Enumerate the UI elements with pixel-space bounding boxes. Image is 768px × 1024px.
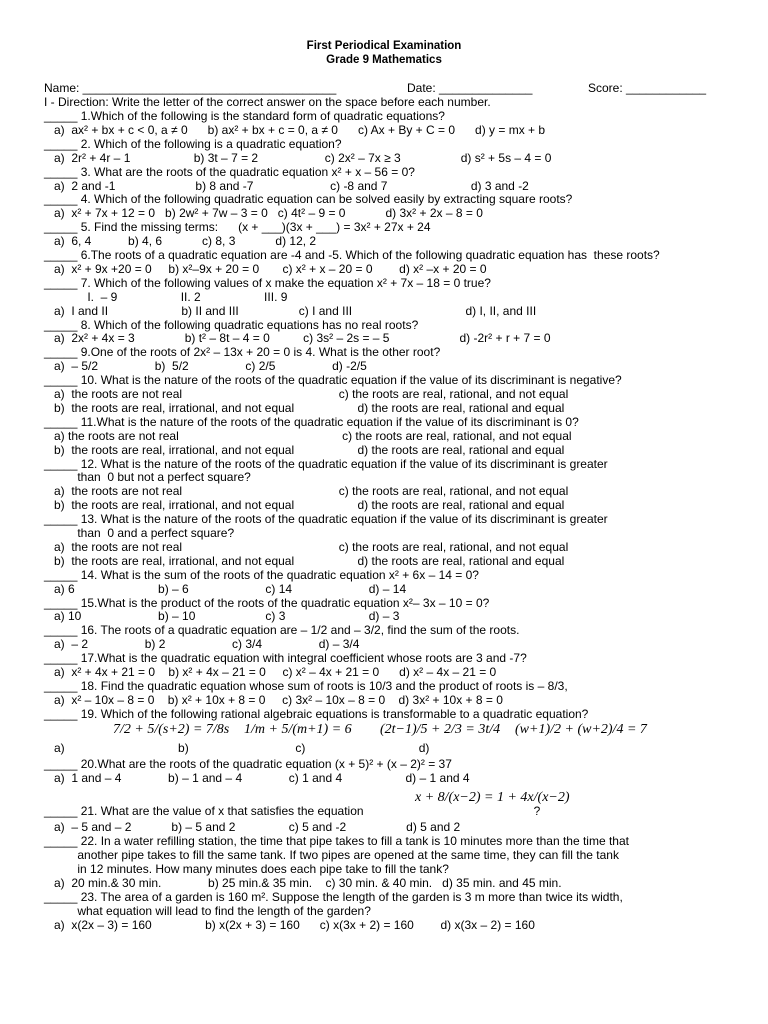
date-field: Date: ______________: [407, 81, 533, 95]
question-line: than 0 and a perfect square?: [44, 526, 235, 540]
question-line: _____ 13. What is the nature of the roots of the quadratic equation if the value of its discriminant is greater: [44, 512, 608, 527]
question-line: a) 1 and – 4 b) – 1 and – 4 c) 1 and 4 d) – 1 and 4: [44, 770, 470, 785]
formula-q19c: (2t−1)/5 + 2/3 = 3t/4: [380, 722, 501, 737]
exam-subtitle: Grade 9 Mathematics: [326, 54, 442, 66]
question-line: _____ 5. Find the missing terms: (x + ___)(3x + ___) = 3x² + 27x + 24: [44, 220, 431, 235]
question-line: another pipe takes to fill the same tank. If two pipes are opened at the same time, they can fill the tank: [44, 848, 619, 863]
question-line: a) b) c) d): [44, 740, 430, 755]
question-line: a) 2r² + 4r – 1 b) 3t – 7 = 2 c) 2x² – 7x ≥ 3 d) s² + 5s – 4 = 0: [44, 150, 552, 165]
question-line: _____ 7. Which of the following values of x make the equation x² + 7x – 18 = 0 true?: [44, 275, 491, 290]
question-line: than 0 but not a perfect square?: [44, 470, 251, 485]
question-line: a) the roots are not real c) the roots are real, rational, and not equal: [44, 387, 569, 401]
score-field: Score: ____________: [588, 81, 707, 95]
question-line: _____ 4. Which of the following quadratic equation can be solved easily by extracting square roots?: [44, 192, 573, 207]
formula-q19b: 1/m + 5/(m+1) = 6: [244, 722, 352, 737]
question-line: _____ 22. In a water refilling station, the time that pipe takes to fill a tank is 10 minutes more than the time that: [44, 834, 629, 849]
question-line: _____ 8. Which of the following quadratic equations has no real roots?: [44, 317, 419, 332]
direction-text: I - Direction: Write the letter of the correct answer on the space before each number.: [44, 95, 491, 109]
question-line: _____ 16. The roots of a quadratic equation are – 1/2 and – 3/2, find the sum of the roots.: [44, 623, 520, 638]
question-line: a) x² + 9x +20 = 0 b) x²–9x + 20 = 0 c) x² + x – 20 = 0 d) x² –x + 20 = 0: [44, 261, 487, 276]
formula-q21: x + 8/(x−2) = 1 + 4x/(x−2): [415, 790, 570, 805]
question-line: _____ 14. What is the sum of the roots of the quadratic equation x² + 6x – 14 = 0?: [44, 567, 479, 582]
question-line: _____ 12. What is the nature of the roots of the quadratic equation if the value of its discriminant is greater: [44, 456, 608, 471]
question-line: _____ 19. Which of the following rational algebraic equations is transformable to a quadratic equation?: [44, 706, 589, 721]
question-line: _____ 10. What is the nature of the roots of the quadratic equation if the value of its discriminant is negative?: [44, 373, 622, 388]
question-line: a) 2 and -1 b) 8 and -7 c) -8 and 7 d) 3 and -2: [44, 178, 529, 193]
question-line: b) the roots are real, irrational, and not equal d) the roots are real, rational and equal: [44, 442, 565, 457]
question-line: a) x² + 4x + 21 = 0 b) x² + 4x – 21 = 0 c) x² – 4x + 21 = 0 d) x² – 4x – 21 = 0: [44, 665, 497, 679]
question-line: a) x² – 10x – 8 = 0 b) x² + 10x + 8 = 0 c) 3x² – 10x – 8 = 0 d) 3x² + 10x + 8 = 0: [44, 692, 503, 707]
question-line: _____ 20.What are the roots of the quadratic equation (x + 5)² + (x – 2)² = 37: [44, 756, 452, 771]
question-line: _____ 15.What is the product of the roots of the quadratic equation x²– 3x – 10 = 0?: [44, 595, 490, 610]
exam-title: First Periodical Examination: [306, 40, 462, 52]
question-line: a) 10 b) – 10 c) 3 d) – 3: [44, 609, 400, 624]
question-line: b) the roots are real, irrational, and not equal d) the roots are real, rational and equal: [44, 498, 565, 513]
question-line: a) 20 min.& 30 min. b) 25 min.& 35 min. c) 30 min. & 40 min. d) 35 min. and 45 min.: [44, 876, 562, 890]
question-line: a) the roots are not real c) the roots are real, rational, and not equal: [44, 484, 569, 499]
question-line: I. – 9 II. 2 III. 9: [44, 289, 288, 304]
question-line: a) – 5 and – 2 b) – 5 and 2 c) 5 and -2 d) 5 and 2: [44, 820, 461, 835]
question-line: a) the roots are not real c) the roots are real, rational, and not equal: [44, 428, 572, 443]
question-line: what equation will lead to find the length of the garden?: [44, 903, 371, 918]
question-line: _____ 17.What is the quadratic equation with integral coefficient whose roots are 3 and -7?: [44, 651, 527, 666]
question-line: in 12 minutes. How many minutes does each pipe take to fill the tank?: [44, 862, 449, 877]
formula-q19d: (w+1)/2 + (w+2)/4 = 7: [515, 722, 647, 737]
question-line: _____ 2. Which of the following is a quadratic equation?: [44, 136, 342, 151]
question-line: _____ 3. What are the roots of the quadratic equation x² + x – 56 = 0?: [44, 164, 415, 179]
formula-q19a: 7/2 + 5/(s+2) = 7/8s: [113, 722, 230, 737]
question-line: a) – 2 b) 2 c) 3/4 d) – 3/4: [44, 637, 360, 652]
question-line: _____ 18. Find the quadratic equation whose sum of roots is 10/3 and the product of roots is – 8/3,: [44, 678, 568, 693]
question-line: _____ 9.One of the roots of 2x² – 13x + 20 = 0 is 4. What is the other root?: [44, 345, 441, 360]
question-line: _____ 23. The area of a garden is 160 m². Suppose the length of the garden is 3 m more than twice its width,: [44, 889, 623, 904]
question-line: a) 6, 4 b) 4, 6 c) 8, 3 d) 12, 2: [44, 234, 317, 249]
question-line: a) 2x² + 4x = 3 b) t² – 8t – 4 = 0 c) 3s² – 2s = – 5 d) -2r² + r + 7 = 0: [44, 331, 551, 346]
question-line: a) I and II b) II and III c) I and III d) I, II, and III: [44, 303, 537, 318]
question-line: _____ 6.The roots of a quadratic equation are -4 and -5. Which of the following quadratic equation has these roots?: [44, 248, 660, 262]
name-field: Name: ______________________________________: [44, 81, 337, 95]
question-line: _____ 21. What are the value of x that satisfies the equation ?: [44, 804, 541, 819]
question-line: a) 6 b) – 6 c) 14 d) – 14: [44, 581, 407, 596]
question-line: a) x² + 7x + 12 = 0 b) 2w² + 7w – 3 = 0 c) 4t² – 9 = 0 d) 3x² + 2x – 8 = 0: [44, 206, 483, 221]
question-line: _____ 1.Which of the following is the standard form of quadratic equations?: [44, 109, 445, 123]
question-line: _____ 11.What is the nature of the roots of the quadratic equation if the value of its discriminant is 0?: [44, 414, 579, 429]
question-line: b) the roots are real, irrational, and not equal d) the roots are real, rational and equal: [44, 400, 565, 415]
question-line: a) the roots are not real c) the roots are real, rational, and not equal: [44, 539, 569, 554]
question-line: a) – 5/2 b) 5/2 c) 2/5 d) -2/5: [44, 359, 367, 374]
question-line: b) the roots are real, irrational, and not equal d) the roots are real, rational and equal: [44, 553, 565, 568]
question-line: a) ax² + bx + c < 0, a ≠ 0 b) ax² + bx + c = 0, a ≠ 0 c) Ax + By + C = 0 d) y = mx + b: [44, 122, 546, 137]
question-line: a) x(2x – 3) = 160 b) x(2x + 3) = 160 c) x(3x + 2) = 160 d) x(3x – 2) = 160: [44, 917, 535, 932]
